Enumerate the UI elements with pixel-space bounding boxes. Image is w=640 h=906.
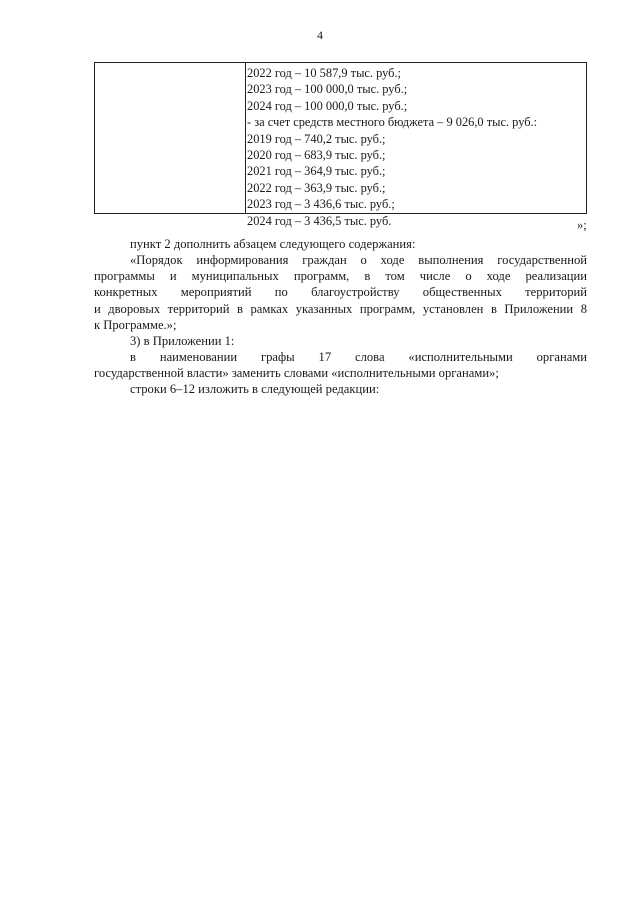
text-line: конкретных мероприятий по благоустройству общественных территорий bbox=[94, 285, 587, 300]
text-line: к Программе.»; bbox=[94, 317, 177, 332]
paragraph-appendix-1: 3) в Приложении 1: bbox=[130, 334, 235, 348]
text-line: «Порядок информирования граждан о ходе выполнения государственной bbox=[130, 253, 587, 267]
table-line: 2019 год – 740,2 тыс. руб.; bbox=[247, 131, 386, 146]
paragraph-procedure-quote bbox=[94, 252, 587, 333]
paragraph-point-2: пункт 2 дополнить абзацем следующего содержания: bbox=[130, 237, 416, 251]
table-line: 2024 год – 100 000,0 тыс. руб.; bbox=[247, 98, 408, 113]
table-line: 2020 год – 683,9 тыс. руб.; bbox=[247, 148, 386, 163]
table-line: 2022 год – 10 587,9 тыс. руб.; bbox=[247, 66, 401, 80]
table-line: 2022 год – 363,9 тыс. руб.; bbox=[247, 180, 386, 195]
table-line: 2023 год – 100 000,0 тыс. руб.; bbox=[247, 82, 408, 97]
closing-quote: »; bbox=[577, 218, 587, 232]
table-line: 2024 год – 3 436,5 тыс. руб. bbox=[247, 213, 392, 228]
table-right-cell bbox=[247, 65, 582, 229]
paragraph-column-17 bbox=[94, 349, 587, 381]
funding-table bbox=[94, 62, 587, 228]
text-line: и дворовых территорий в рамках указанных программ, установлен в Приложении 8 bbox=[94, 301, 587, 316]
text-line: государственной власти» заменить словами «исполнительными органами»; bbox=[94, 366, 499, 381]
paragraph-rows-6-12: строки 6–12 изложить в следующей редакции: bbox=[130, 382, 380, 396]
text-line: программы и муниципальных программ, в том числе о ходе реализации bbox=[94, 269, 587, 284]
page-number: 4 bbox=[317, 28, 323, 42]
text-line: в наименовании графы 17 слова «исполнительными органами bbox=[130, 350, 587, 364]
table-line: 2023 год – 3 436,6 тыс. руб.; bbox=[247, 197, 395, 212]
table-line: 2021 год – 364,9 тыс. руб.; bbox=[247, 164, 386, 179]
table-line: - за счет средств местного бюджета – 9 026,0 тыс. руб.: bbox=[247, 115, 538, 130]
table-column-divider bbox=[245, 63, 246, 213]
